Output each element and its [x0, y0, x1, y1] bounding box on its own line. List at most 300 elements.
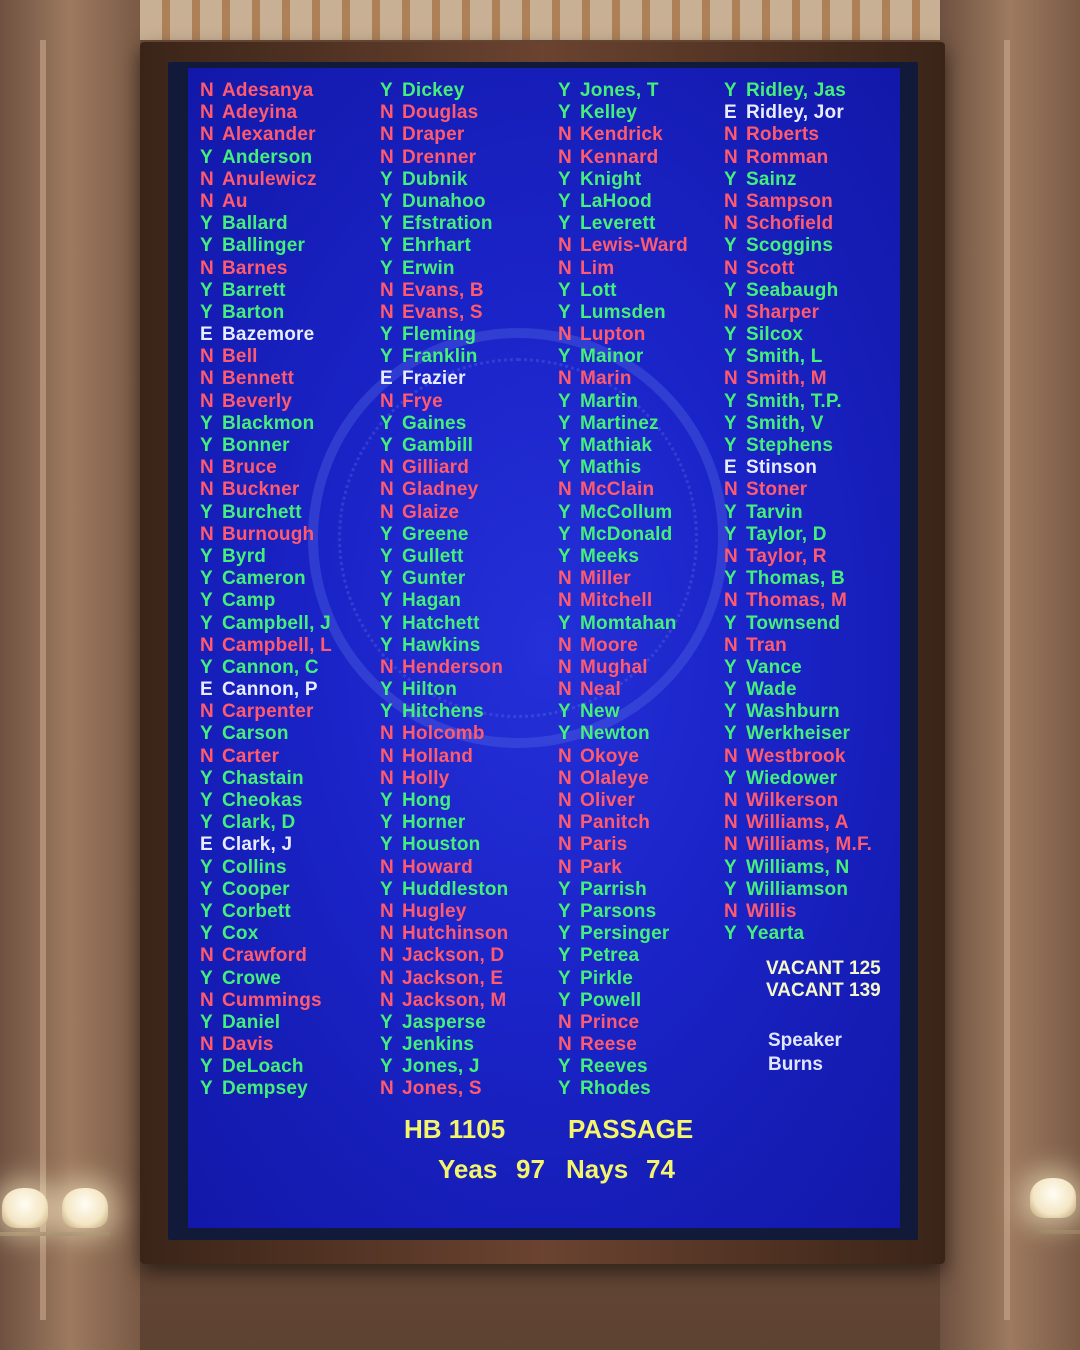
- vote-indicator: Y: [724, 235, 737, 257]
- member-name: Oliver: [580, 790, 636, 811]
- member-name: Jones, J: [402, 1056, 480, 1078]
- vote-indicator: Y: [558, 923, 571, 945]
- vote-indicator: N: [724, 368, 738, 390]
- vote-board-screen: [188, 68, 900, 1228]
- member-vote-row: [558, 346, 688, 368]
- yeas-label: Yeas: [438, 1154, 498, 1184]
- vacancy-139: VACANT 139: [766, 980, 881, 1001]
- member-name: Hitchens: [402, 701, 484, 723]
- member-name: Houston: [402, 834, 481, 856]
- vote-indicator: Y: [200, 235, 213, 257]
- member-name: Holland: [402, 745, 474, 767]
- member-name: Scoggins: [746, 235, 834, 257]
- vote-indicator: Y: [200, 656, 213, 678]
- member-name: Mainor: [580, 346, 644, 368]
- member-name: Townsend: [746, 612, 841, 634]
- member-vote-row: [380, 258, 509, 280]
- member-vote-row: [724, 546, 872, 568]
- vote-indicator: N: [724, 257, 738, 279]
- member-vote-row: [380, 435, 509, 457]
- member-name: Jenkins: [402, 1034, 475, 1056]
- member-name: Dickey: [402, 80, 465, 101]
- member-vote-row: [380, 479, 509, 501]
- member-vote-row: [724, 435, 872, 457]
- vote-indicator: E: [724, 102, 737, 124]
- member-name: Schofield: [746, 213, 834, 235]
- member-vote-row: [724, 346, 872, 368]
- member-name: Draper: [402, 124, 465, 146]
- member-vote-row: [724, 368, 872, 390]
- vote-indicator: Y: [724, 390, 737, 412]
- member-name: Clark, J: [222, 834, 293, 856]
- vote-indicator: Y: [200, 790, 213, 811]
- vote-indicator: N: [558, 590, 572, 612]
- vote-indicator: N: [724, 745, 738, 767]
- vote-indicator: Y: [558, 612, 571, 634]
- member-vote-row: [380, 391, 509, 413]
- member-name: Miller: [580, 568, 631, 590]
- member-name: Persinger: [580, 923, 670, 945]
- member-name: Alexander: [222, 124, 316, 146]
- member-vote-row: [200, 701, 332, 723]
- member-vote-row: [724, 635, 872, 657]
- vote-indicator: N: [200, 102, 214, 124]
- member-vote-row: [558, 790, 688, 812]
- vote-indicator: N: [200, 368, 214, 390]
- member-name: Jones, T: [580, 80, 659, 101]
- vote-indicator: Y: [558, 346, 571, 368]
- vote-indicator: Y: [724, 701, 737, 723]
- vote-indicator: N: [380, 945, 394, 967]
- member-name: Kennard: [580, 146, 659, 168]
- right-sconce-lamp: [1030, 1178, 1076, 1218]
- member-vote-row: [724, 191, 872, 213]
- member-name: Sharper: [746, 301, 820, 323]
- member-name: Holcomb: [402, 723, 485, 745]
- vote-indicator: Y: [558, 457, 571, 479]
- member-vote-row: [724, 102, 872, 124]
- member-vote-row: [200, 635, 332, 657]
- vote-indicator: Y: [380, 679, 393, 701]
- member-vote-row: [558, 990, 688, 1012]
- member-name: Barrett: [222, 279, 286, 301]
- vote-column-3: [558, 80, 688, 1101]
- member-vote-row: [558, 524, 688, 546]
- vote-indicator: E: [724, 457, 737, 479]
- member-name: Wade: [746, 679, 797, 701]
- vote-indicator: N: [724, 190, 738, 212]
- member-vote-row: [724, 701, 872, 723]
- member-name: Burnough: [222, 523, 315, 545]
- member-vote-row: [558, 435, 688, 457]
- member-name: Douglas: [402, 102, 479, 124]
- member-vote-row: [380, 723, 509, 745]
- vote-indicator: Y: [558, 412, 571, 434]
- vote-indicator: N: [200, 346, 214, 368]
- vote-indicator: Y: [200, 412, 213, 434]
- member-vote-row: [724, 80, 872, 102]
- member-vote-row: [558, 657, 688, 679]
- member-name: Smith, L: [746, 346, 823, 368]
- member-vote-row: [558, 457, 688, 479]
- member-name: Campbell, L: [222, 634, 332, 656]
- member-vote-row: [558, 302, 688, 324]
- vote-indicator: N: [380, 723, 394, 745]
- member-vote-row: [558, 235, 688, 257]
- member-name: New: [580, 701, 620, 723]
- vote-indicator: N: [200, 457, 214, 479]
- member-name: Park: [580, 856, 623, 878]
- member-vote-row: [200, 213, 332, 235]
- member-vote-row: [380, 213, 509, 235]
- member-vote-row: [380, 635, 509, 657]
- member-name: Anderson: [222, 146, 313, 168]
- member-name: Buckner: [222, 479, 300, 501]
- member-vote-row: [724, 235, 872, 257]
- member-name: Evans, B: [402, 279, 484, 301]
- vote-indicator: Y: [380, 878, 393, 900]
- vote-indicator: N: [200, 523, 214, 545]
- vote-indicator: Y: [724, 80, 737, 101]
- vote-indicator: Y: [380, 634, 393, 656]
- member-name: Lott: [580, 279, 617, 301]
- member-name: Tran: [746, 634, 787, 656]
- vote-indicator: N: [380, 1078, 394, 1100]
- member-name: Fleming: [402, 324, 477, 346]
- vote-indicator: Y: [200, 213, 213, 235]
- member-vote-row: [558, 413, 688, 435]
- vote-indicator: Y: [558, 80, 571, 101]
- vote-indicator: Y: [724, 523, 737, 545]
- nays-count: 74: [646, 1154, 675, 1184]
- member-name: Martinez: [580, 412, 659, 434]
- member-name: Henderson: [402, 656, 504, 678]
- vote-indicator: N: [380, 767, 394, 789]
- member-vote-row: [200, 102, 332, 124]
- member-vote-row: [724, 679, 872, 701]
- member-vote-row: [200, 968, 332, 990]
- member-vote-row: [558, 479, 688, 501]
- vote-indicator: N: [558, 767, 572, 789]
- member-name: Kelley: [580, 102, 638, 124]
- member-vote-row: [380, 368, 509, 390]
- member-name: Moore: [580, 634, 638, 656]
- member-vote-row: [380, 968, 509, 990]
- vote-indicator: Y: [558, 213, 571, 235]
- vote-indicator: Y: [724, 279, 737, 301]
- vote-indicator: Y: [558, 435, 571, 456]
- ceiling-frieze: [80, 0, 970, 40]
- member-name: Yearta: [746, 923, 805, 945]
- member-vote-row: [200, 124, 332, 146]
- member-name: Williams, A: [746, 812, 849, 834]
- member-name: Wiedower: [746, 767, 838, 789]
- member-name: Hong: [402, 790, 452, 811]
- member-vote-row: [200, 191, 332, 213]
- member-name: Clark, D: [222, 812, 296, 834]
- vote-indicator: N: [380, 124, 394, 146]
- member-name: Pirkle: [580, 967, 633, 989]
- member-name: Mathiak: [580, 435, 653, 456]
- member-name: Efstration: [402, 213, 493, 235]
- vote-indicator: Y: [380, 701, 393, 723]
- vote-indicator: Y: [200, 545, 213, 567]
- member-vote-row: [200, 568, 332, 590]
- member-vote-row: [724, 812, 872, 834]
- member-vote-row: [380, 657, 509, 679]
- member-vote-row: [200, 768, 332, 790]
- member-name: Ballard: [222, 213, 288, 235]
- member-name: Williamson: [746, 878, 849, 900]
- vote-indicator: Y: [200, 878, 213, 900]
- member-vote-row: [724, 613, 872, 635]
- vote-indicator: N: [380, 967, 394, 989]
- vote-indicator: Y: [380, 80, 393, 101]
- vote-indicator: Y: [724, 501, 737, 523]
- vote-indicator: Y: [724, 767, 737, 789]
- member-name: Gullett: [402, 545, 464, 567]
- member-name: Jackson, E: [402, 967, 504, 989]
- vote-indicator: N: [380, 745, 394, 767]
- vote-indicator: N: [724, 834, 738, 856]
- member-name: Carpenter: [222, 701, 314, 723]
- vote-indicator: N: [380, 457, 394, 479]
- member-vote-row: [380, 901, 509, 923]
- member-name: Cannon, P: [222, 679, 318, 701]
- vote-indicator: N: [724, 900, 738, 922]
- vote-indicator: Y: [380, 612, 393, 634]
- member-name: Franklin: [402, 346, 478, 368]
- member-name: Romman: [746, 146, 829, 168]
- vote-indicator: Y: [380, 790, 393, 811]
- right-wall-panel: [940, 0, 1080, 1350]
- member-vote-row: [558, 324, 688, 346]
- member-vote-row: [380, 857, 509, 879]
- member-vote-row: [380, 746, 509, 768]
- vote-indicator: N: [558, 745, 572, 767]
- member-name: Frazier: [402, 368, 466, 390]
- member-vote-row: [558, 368, 688, 390]
- member-name: Hawkins: [402, 634, 481, 656]
- member-name: Cheokas: [222, 790, 303, 811]
- member-name: LaHood: [580, 190, 652, 212]
- vote-indicator: Y: [724, 168, 737, 190]
- vote-indicator: Y: [724, 346, 737, 368]
- vote-indicator: N: [558, 368, 572, 390]
- vote-indicator: N: [558, 257, 572, 279]
- vote-indicator: Y: [380, 1011, 393, 1033]
- vote-indicator: Y: [724, 923, 737, 945]
- speaker-name: Burns: [768, 1054, 823, 1075]
- member-name: Mathis: [580, 457, 642, 479]
- vote-indicator: Y: [558, 1056, 571, 1078]
- vote-indicator: N: [724, 545, 738, 567]
- vote-indicator: Y: [200, 856, 213, 878]
- vote-indicator: Y: [558, 878, 571, 900]
- vote-indicator: Y: [380, 1034, 393, 1056]
- vote-indicator: Y: [558, 701, 571, 723]
- member-vote-row: [380, 280, 509, 302]
- member-name: Anulewicz: [222, 168, 317, 190]
- member-vote-row: [558, 968, 688, 990]
- member-name: Gaines: [402, 412, 467, 434]
- member-name: McClain: [580, 479, 655, 501]
- member-vote-row: [380, 147, 509, 169]
- member-vote-row: [200, 679, 332, 701]
- member-name: Bennett: [222, 368, 295, 390]
- vote-indicator: Y: [558, 945, 571, 967]
- vote-indicator: N: [380, 856, 394, 878]
- member-name: Prince: [580, 1011, 640, 1033]
- member-vote-row: [724, 169, 872, 191]
- member-name: Okoye: [580, 745, 640, 767]
- vote-indicator: N: [380, 656, 394, 678]
- member-vote-row: [558, 1034, 688, 1056]
- member-vote-row: [200, 901, 332, 923]
- member-vote-row: [380, 191, 509, 213]
- member-vote-row: [724, 502, 872, 524]
- vote-indicator: Y: [380, 834, 393, 856]
- member-name: Au: [222, 190, 248, 212]
- vote-indicator: N: [200, 257, 214, 279]
- member-vote-row: [200, 457, 332, 479]
- member-name: Huddleston: [402, 878, 509, 900]
- left-sconce-lamp-1: [2, 1188, 48, 1228]
- vote-indicator: N: [558, 834, 572, 856]
- member-name: Frye: [402, 390, 443, 412]
- member-name: Sainz: [746, 168, 797, 190]
- vote-indicator: Y: [380, 213, 393, 235]
- vote-indicator: N: [724, 479, 738, 501]
- member-vote-row: [200, 1078, 332, 1100]
- member-name: Daniel: [222, 1011, 281, 1033]
- member-vote-row: [200, 790, 332, 812]
- member-vote-row: [380, 302, 509, 324]
- member-name: Mitchell: [580, 590, 653, 612]
- member-vote-row: [558, 701, 688, 723]
- member-name: Smith, M: [746, 368, 827, 390]
- member-name: Dubnik: [402, 168, 468, 190]
- member-name: Williams, M.F.: [746, 834, 873, 856]
- vote-indicator: Y: [380, 190, 393, 212]
- vote-indicator: N: [724, 790, 738, 811]
- member-vote-row: [558, 812, 688, 834]
- member-vote-row: [200, 235, 332, 257]
- vote-indicator: Y: [380, 324, 393, 346]
- vote-indicator: Y: [558, 190, 571, 212]
- member-vote-row: [558, 679, 688, 701]
- vote-indicator: Y: [724, 679, 737, 701]
- member-vote-row: [724, 657, 872, 679]
- vote-indicator: Y: [200, 501, 213, 523]
- vote-indicator: Y: [200, 723, 213, 745]
- member-name: Stoner: [746, 479, 808, 501]
- member-vote-row: [200, 346, 332, 368]
- member-vote-row: [380, 524, 509, 546]
- member-name: Crawford: [222, 945, 307, 967]
- member-name: Cox: [222, 923, 259, 945]
- vote-indicator: Y: [200, 900, 213, 922]
- member-vote-row: [200, 302, 332, 324]
- member-vote-row: [200, 546, 332, 568]
- member-name: Momtahan: [580, 612, 677, 634]
- member-vote-row: [724, 568, 872, 590]
- vote-indicator: N: [200, 634, 214, 656]
- member-name: Collins: [222, 856, 287, 878]
- member-name: Davis: [222, 1034, 274, 1056]
- member-vote-row: [200, 657, 332, 679]
- vote-indicator: Y: [558, 1078, 571, 1100]
- member-vote-row: [200, 1034, 332, 1056]
- member-name: Gambill: [402, 435, 474, 456]
- member-vote-row: [380, 923, 509, 945]
- member-name: Cannon, C: [222, 656, 319, 678]
- member-vote-row: [380, 546, 509, 568]
- yeas-count: 97: [516, 1154, 545, 1184]
- member-name: Parrish: [580, 878, 647, 900]
- member-vote-row: [380, 80, 509, 102]
- member-vote-row: [558, 169, 688, 191]
- vote-indicator: Y: [724, 656, 737, 678]
- member-name: Cummings: [222, 989, 322, 1011]
- member-name: Erwin: [402, 257, 455, 279]
- left-sconce-arm: [0, 1232, 110, 1236]
- nays-label: Nays: [566, 1154, 629, 1184]
- member-name: Rhodes: [580, 1078, 651, 1100]
- vote-indicator: N: [558, 146, 572, 168]
- member-name: Bell: [222, 346, 258, 368]
- member-name: Hilton: [402, 679, 458, 701]
- member-vote-row: [380, 124, 509, 146]
- member-name: Bazemore: [222, 324, 315, 346]
- vote-indicator: N: [724, 634, 738, 656]
- vote-indicator: N: [558, 679, 572, 701]
- member-vote-row: [558, 746, 688, 768]
- member-name: Lumsden: [580, 301, 666, 323]
- member-vote-row: [380, 1034, 509, 1056]
- member-vote-row: [200, 923, 332, 945]
- vote-indicator: N: [380, 501, 394, 523]
- member-vote-row: [200, 435, 332, 457]
- member-vote-row: [724, 590, 872, 612]
- vote-indicator: N: [724, 590, 738, 612]
- member-vote-row: [558, 391, 688, 413]
- vote-indicator: Y: [558, 279, 571, 301]
- member-vote-row: [724, 124, 872, 146]
- vote-indicator: Y: [558, 390, 571, 412]
- member-vote-row: [200, 590, 332, 612]
- vote-indicator: E: [200, 324, 213, 346]
- member-vote-row: [558, 502, 688, 524]
- member-name: Howard: [402, 856, 473, 878]
- member-vote-row: [380, 502, 509, 524]
- vote-indicator: Y: [558, 501, 571, 523]
- member-name: Corbett: [222, 900, 291, 922]
- member-vote-row: [558, 280, 688, 302]
- member-vote-row: [200, 879, 332, 901]
- member-name: Bonner: [222, 435, 290, 456]
- member-vote-row: [558, 568, 688, 590]
- member-name: Jackson, D: [402, 945, 505, 967]
- member-vote-row: [380, 945, 509, 967]
- vote-indicator: Y: [200, 967, 213, 989]
- member-name: Knight: [580, 168, 642, 190]
- member-vote-row: [558, 635, 688, 657]
- vote-indicator: N: [558, 634, 572, 656]
- vote-indicator: N: [380, 479, 394, 501]
- member-vote-row: [200, 723, 332, 745]
- member-name: Ridley, Jor: [746, 102, 844, 124]
